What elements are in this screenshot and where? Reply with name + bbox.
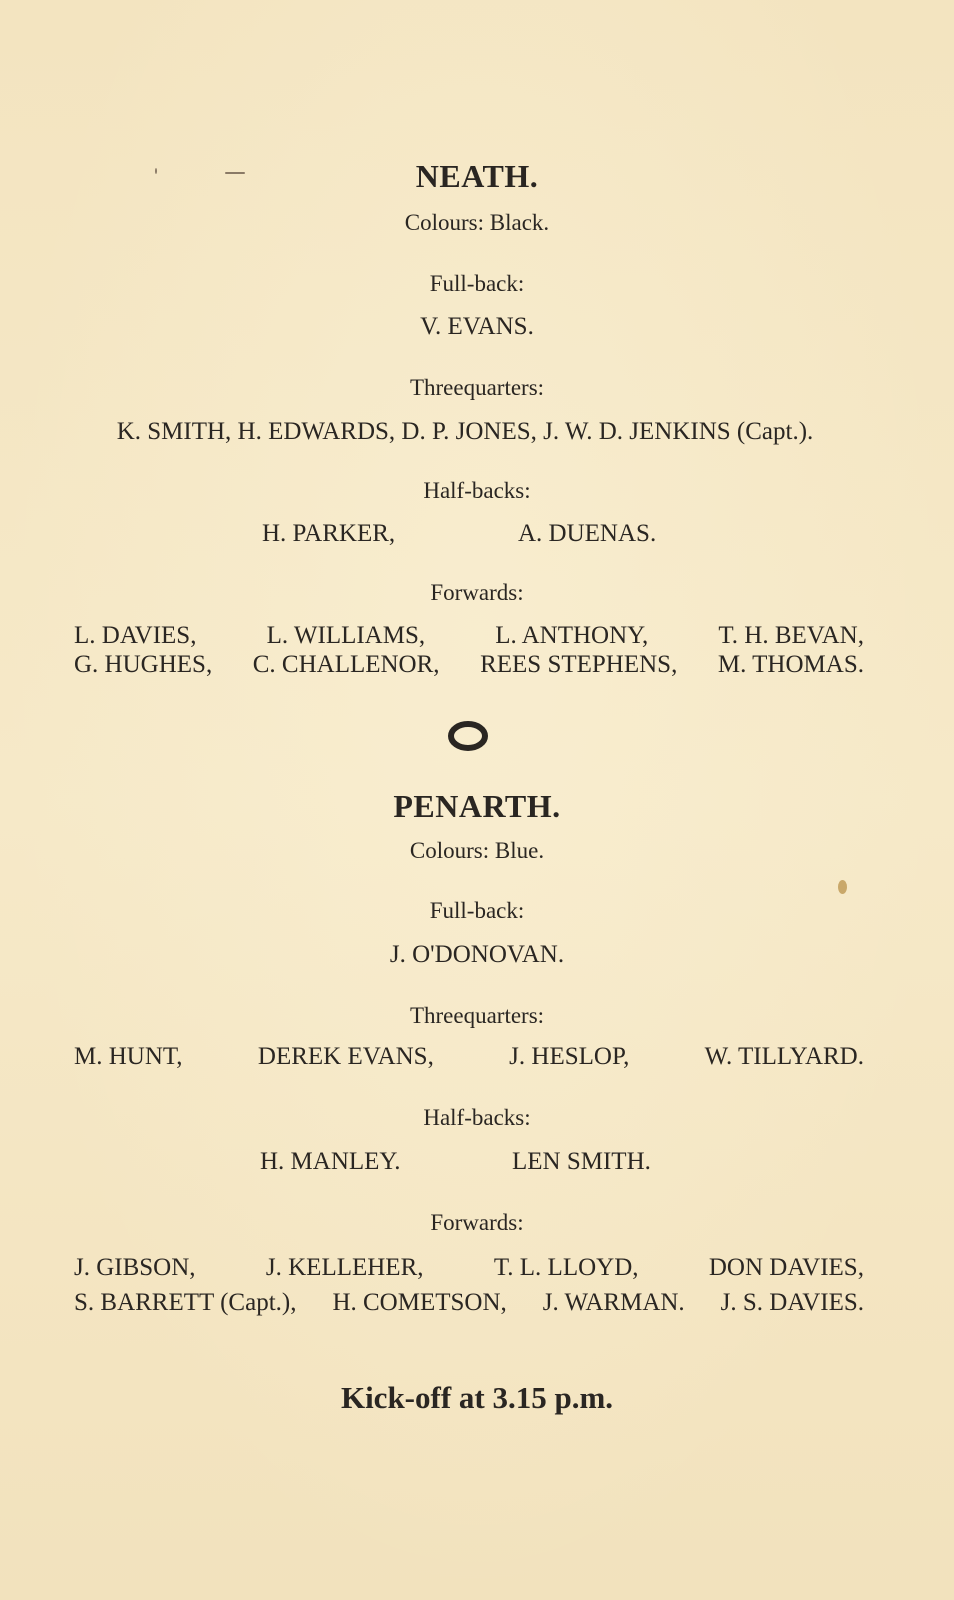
home-fullback-label: Full-back: [429, 271, 525, 296]
home-forward: L. DAVIES, [74, 622, 197, 649]
home-forward: L. ANTHONY, [495, 622, 649, 649]
away-forward: J. WARMAN. [542, 1289, 685, 1316]
away-halfbacks-label: Half-backs: [423, 1105, 531, 1130]
away-forwards-row-1 [74, 1254, 864, 1282]
away-threequarter: M. HUNT, [74, 1043, 183, 1070]
home-forward: REES STEPHENS, [480, 651, 678, 678]
away-halfback-1: H. MANLEY. [260, 1148, 401, 1175]
away-forward: J. GIBSON, [74, 1254, 196, 1281]
home-colours: Colours: Black. [404, 210, 550, 235]
home-forward: T. H. BEVAN, [718, 622, 864, 649]
home-threequarters-label: Threequarters: [409, 375, 545, 400]
home-team-name: NEATH. [415, 158, 539, 194]
home-forwards-label: Forwards: [430, 580, 524, 605]
away-forward: J. KELLEHER, [265, 1254, 424, 1281]
kickoff-time: Kick-off at 3.15 p.m. [340, 1380, 614, 1415]
home-fullback-name: V. EVANS. [420, 313, 534, 340]
away-forwards-row-2 [74, 1289, 864, 1317]
home-halfback-1: H. PARKER, [262, 520, 396, 547]
ring-divider-icon [447, 720, 489, 752]
away-threequarters-names [74, 1043, 864, 1071]
home-forward: L. WILLIAMS, [266, 622, 426, 649]
away-threequarter: W. TILLYARD. [704, 1043, 864, 1070]
home-forward: C. CHALLENOR, [252, 651, 440, 678]
away-forwards-label: Forwards: [430, 1210, 524, 1235]
home-halfback-2: A. DUENAS. [518, 520, 657, 547]
away-threequarter: DEREK EVANS, [257, 1043, 434, 1070]
away-colours: Colours: Blue. [409, 838, 545, 863]
away-fullback-label: Full-back: [429, 898, 525, 923]
away-forward: T. L. LLOYD, [493, 1254, 639, 1281]
away-threequarters-label: Threequarters: [409, 1003, 545, 1028]
away-team-name: PENARTH. [393, 788, 561, 824]
home-forwards-row-1 [74, 622, 864, 650]
away-forward: H. COMETSON, [332, 1289, 507, 1316]
paper-stain [838, 880, 847, 894]
away-forward: DON DAVIES, [708, 1254, 864, 1281]
away-fullback-name: J. O'DONOVAN. [389, 941, 565, 968]
home-forward: M. THOMAS. [717, 651, 864, 678]
home-threequarters-names: K. SMITH, H. EDWARDS, D. P. JONES, J. W. D. JENKINS (Capt.). [116, 418, 814, 445]
away-halfback-2: LEN SMITH. [512, 1148, 651, 1175]
home-forward: G. HUGHES, [74, 651, 213, 678]
home-forwards-row-2 [74, 651, 864, 679]
away-forward: J. S. DAVIES. [720, 1289, 864, 1316]
away-threequarter: J. HESLOP, [509, 1043, 630, 1070]
away-forward: S. BARRETT (Capt.), [74, 1289, 297, 1316]
home-halfbacks-label: Half-backs: [423, 478, 531, 503]
